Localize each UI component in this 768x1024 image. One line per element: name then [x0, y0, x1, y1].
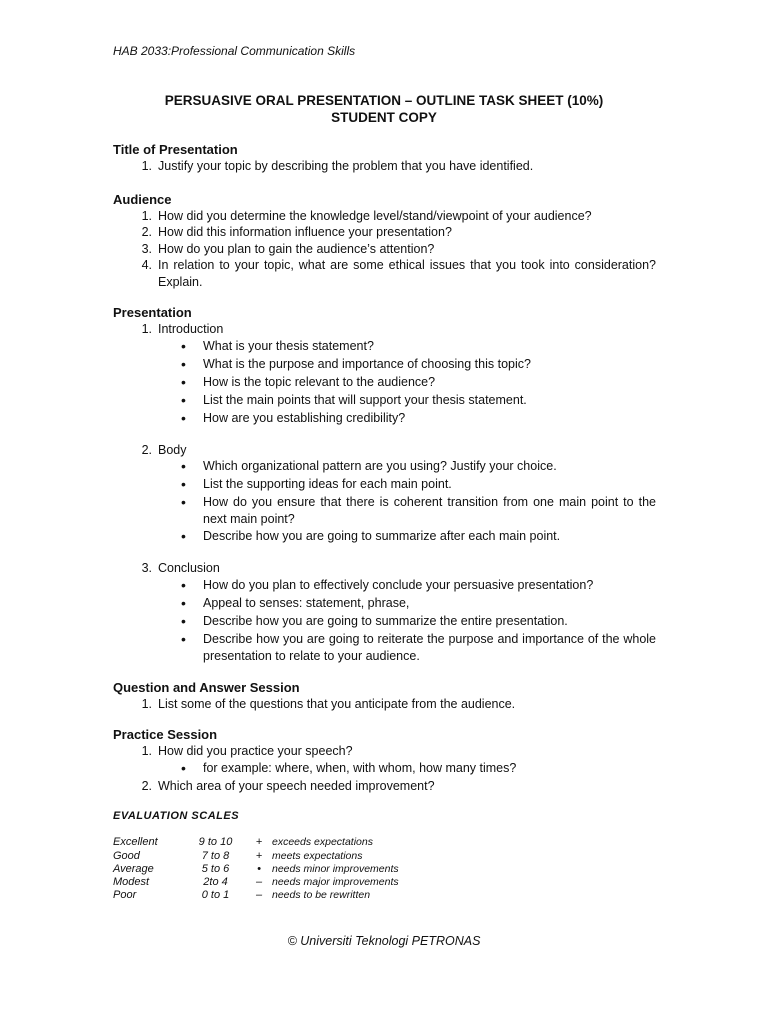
evaluation-row: Modest 2to 4 – needs major improvements	[113, 876, 399, 888]
bullet-item: • How do you plan to effectively conclude your persuasive presentation?	[113, 577, 656, 595]
section-heading-audience: Audience	[113, 191, 172, 207]
bullet-item: • List the supporting ideas for each main point.	[113, 476, 656, 494]
bullet-item: • Appeal to senses: statement, phrase,	[113, 595, 656, 613]
evaluation-row: Good 7 to 8 + meets expectations	[113, 850, 363, 862]
bullet-icon	[181, 392, 203, 410]
bullet-item: • for example: where, when, with whom, how many times?	[113, 760, 656, 778]
bullet-icon	[181, 613, 203, 631]
list-item: 1. How did you practice your speech?	[141, 744, 353, 758]
bullet-icon	[181, 760, 203, 778]
section-heading-practice: Practice Session	[113, 727, 218, 742]
bullet-item: • Describe how you are going to summarize after each main point.	[113, 528, 656, 546]
list-item: 1. How did you determine the knowledge level/stand/viewpoint of your audience?	[141, 208, 592, 223]
bullet-item: • What is the purpose and importance of choosing this topic?	[113, 356, 656, 374]
subsection-body: 2. Body	[141, 442, 187, 457]
evaluation-row: Average 5 to 6 • needs minor improvements	[113, 863, 399, 875]
list-item: 2. Which area of your speech needed improvement?	[141, 778, 435, 793]
section-heading-qa: Question and Answer Session	[113, 679, 300, 695]
bullet-icon	[181, 374, 203, 392]
bullet-icon	[181, 476, 203, 494]
list-item: 1. List some of the questions that you anticipate from the audience.	[141, 696, 516, 711]
bullet-item: • How do you ensure that there is coherent transition from one main point to the next main point?	[113, 494, 656, 528]
document-title: PERSUASIVE ORAL PRESENTATION – OUTLINE TASK SHEET (10%)	[164, 93, 604, 108]
section-heading-title: Title of Presentation	[113, 142, 238, 157]
evaluation-heading: EVALUATION SCALES	[113, 810, 240, 822]
bullet-icon	[181, 410, 203, 428]
bullet-item: • Describe how you are going to reiterate the purpose and importance of the whole presentation to relate to your audience.	[113, 631, 656, 665]
bullet-icon	[181, 338, 203, 356]
list-item: 4. In relation to your topic, what are some ethical issues that you took into consideration? Explain.	[141, 258, 656, 289]
bullet-icon	[181, 577, 203, 595]
bullet-item: • Which organizational pattern are you using? Justify your choice.	[113, 458, 656, 476]
list-item: 1. Justify your topic by describing the problem that you have identified.	[141, 159, 534, 173]
bullet-item: • How are you establishing credibility?	[113, 410, 656, 428]
bullet-item: • What is your thesis statement?	[113, 338, 656, 356]
bullet-icon	[181, 528, 203, 546]
section-heading-presentation: Presentation	[113, 305, 192, 320]
bullet-item: • How is the topic relevant to the audience?	[113, 374, 656, 392]
bullet-icon	[181, 631, 203, 665]
course-header: HAB 2033:Professional Communication Skills	[113, 44, 356, 58]
evaluation-row: Poor 0 to 1 – needs to be rewritten	[113, 889, 371, 901]
list-item: 3. How do you plan to gain the audience’s attention?	[141, 241, 435, 256]
bullet-icon	[181, 356, 203, 374]
bullet-icon	[181, 458, 203, 476]
copyright-footer: © Universiti Teknologi PETRONAS	[287, 934, 481, 948]
bullet-icon	[181, 595, 203, 613]
list-item: 2. How did this information influence your presentation?	[141, 225, 452, 239]
evaluation-row: Excellent 9 to 10 + exceeds expectations	[113, 836, 373, 848]
subsection-conclusion: 3. Conclusion	[141, 561, 220, 575]
bullet-item: • Describe how you are going to summarize the entire presentation.	[113, 613, 656, 631]
subsection-introduction: 1. Introduction	[141, 322, 224, 336]
document-subtitle: STUDENT COPY	[331, 110, 437, 125]
bullet-icon	[181, 494, 203, 528]
bullet-item: • List the main points that will support your thesis statement.	[113, 392, 656, 410]
outline-content	[113, 141, 656, 794]
